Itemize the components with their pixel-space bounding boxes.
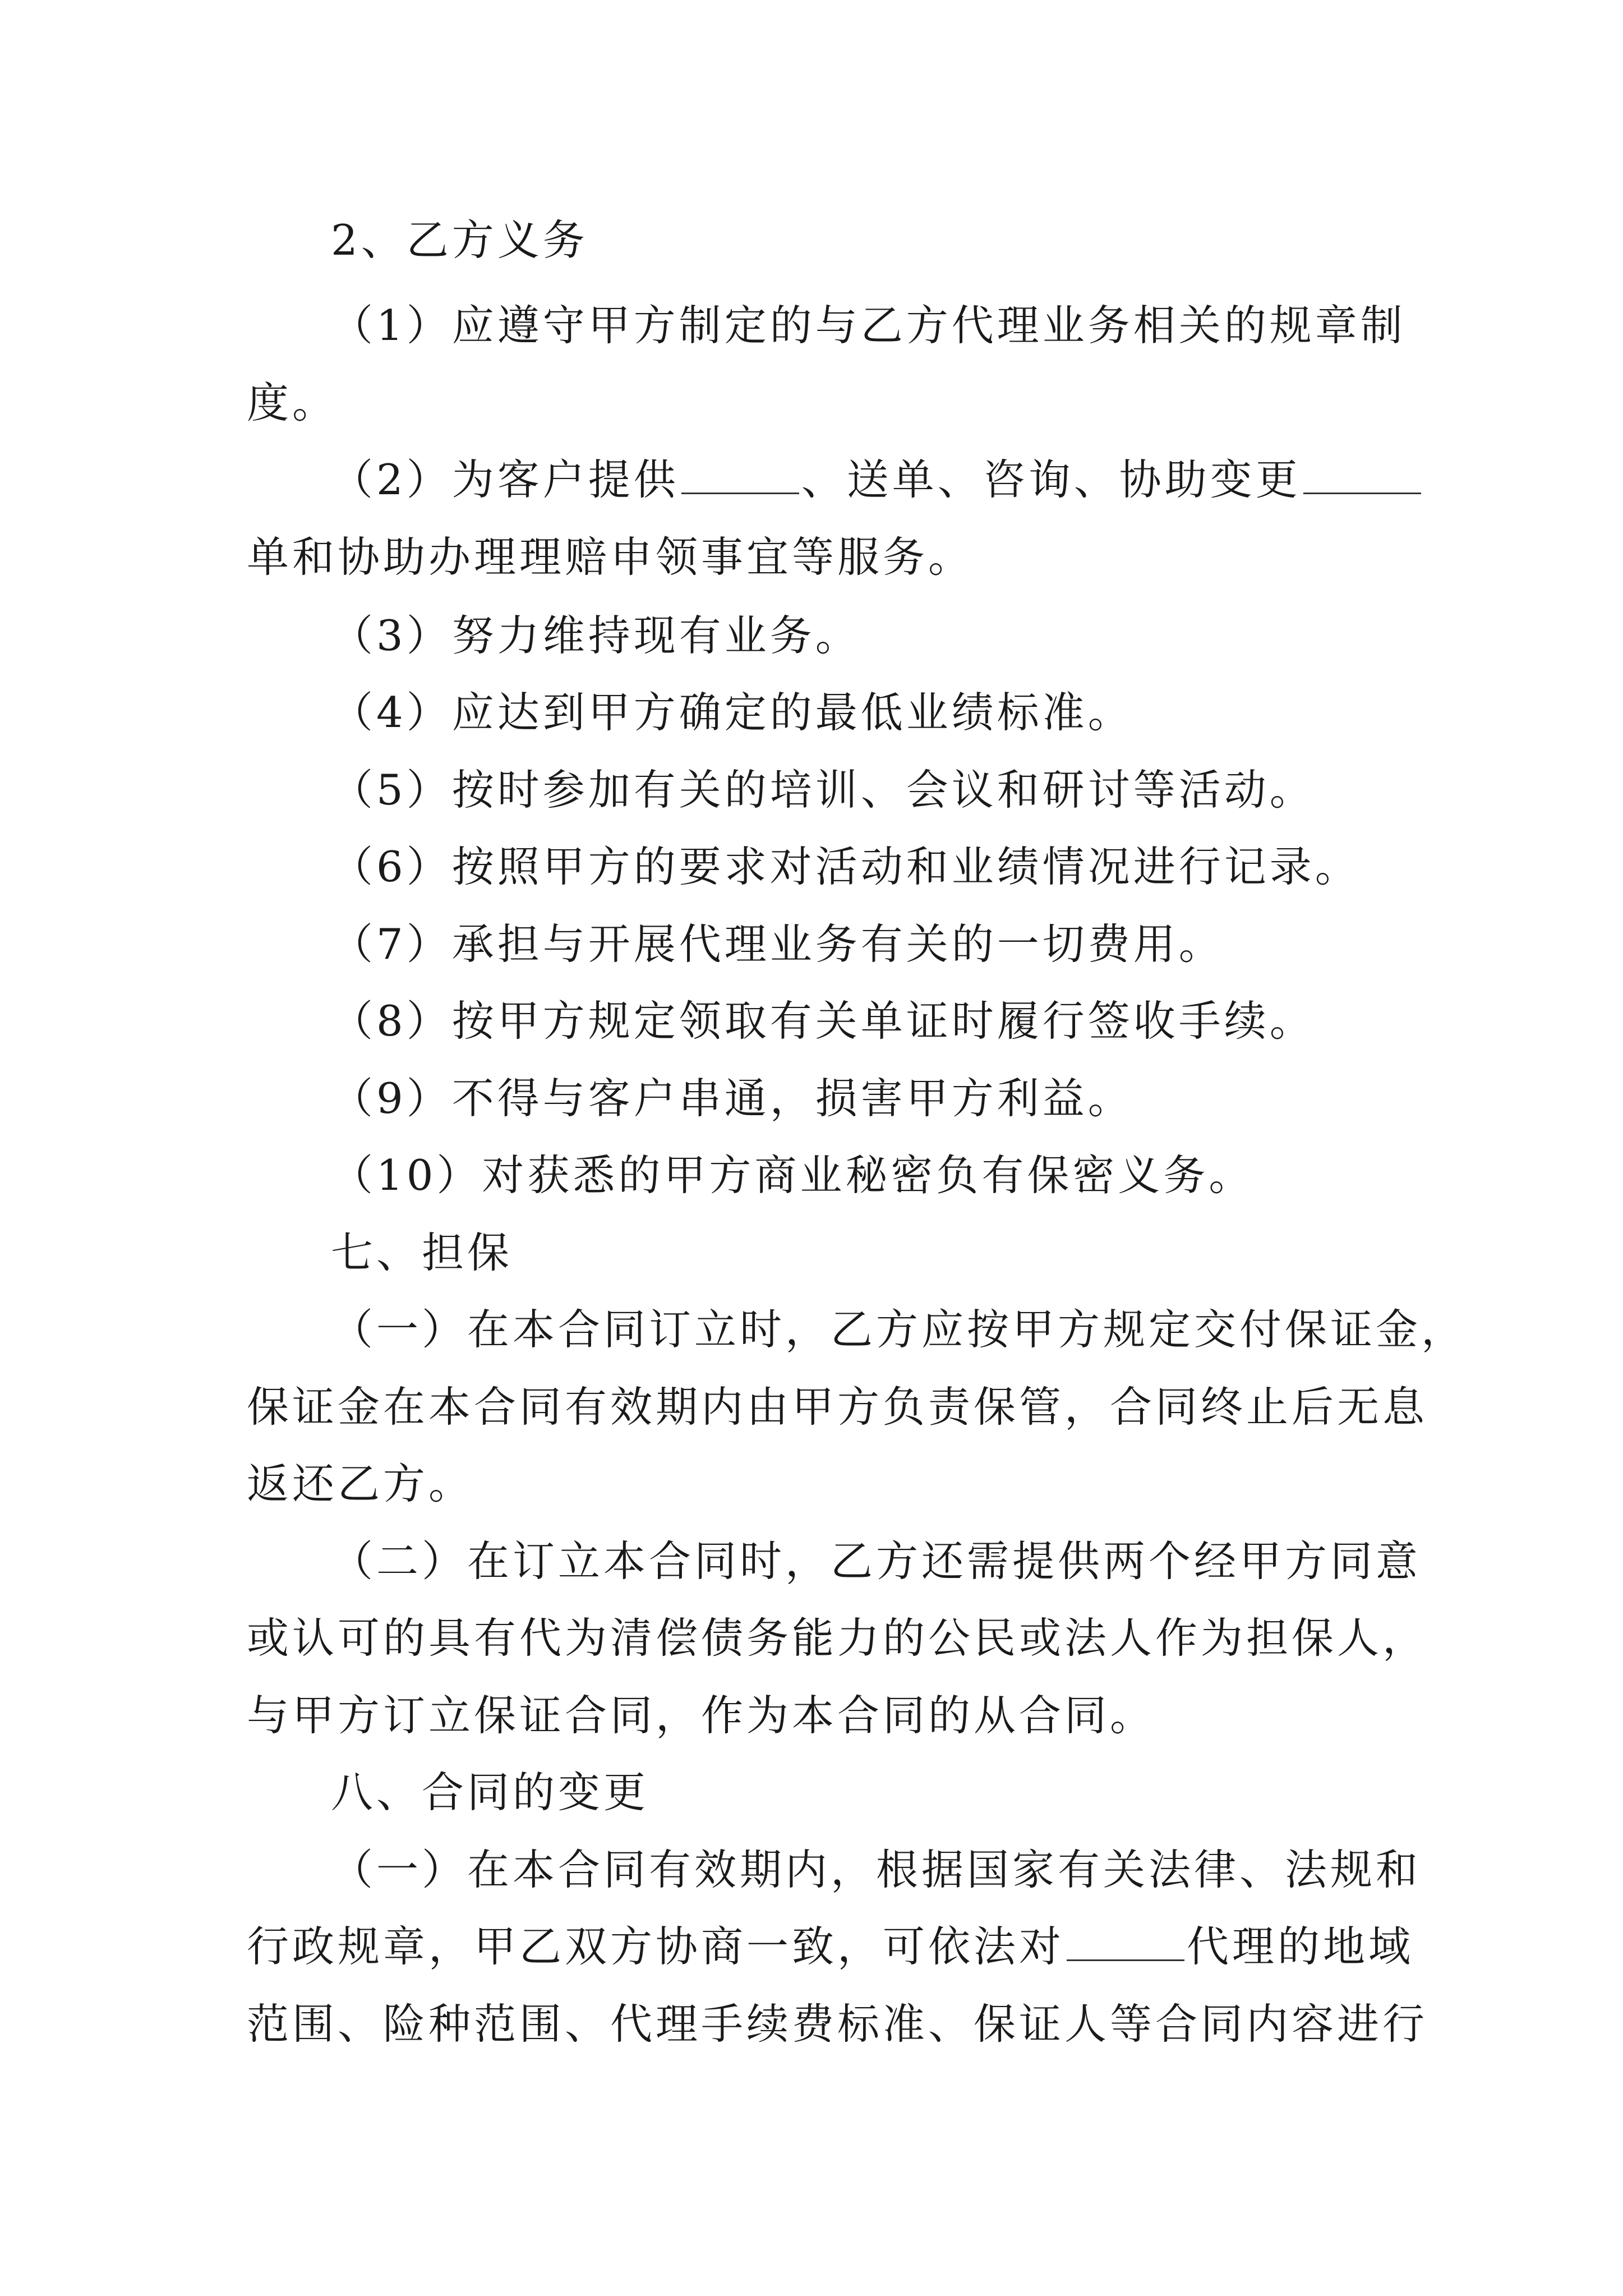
section-heading: 2、乙方义务 <box>331 215 588 265</box>
paragraph-line: 保证金在本合同有效期内由甲方负责保管，合同终止后无息 <box>247 1382 1428 1432</box>
paragraph-line: （3）努力维持现有业务。 <box>331 611 861 660</box>
paragraph-line: （7）承担与开展代理业务有关的一切费用。 <box>331 919 1224 969</box>
paragraph-line: （4）应达到甲方确定的最低业绩标准。 <box>331 688 1133 737</box>
paragraph-line: （二）在订立本合同时，乙方还需提供两个经甲方同意 <box>331 1536 1422 1586</box>
section-heading: 七、担保 <box>331 1228 513 1277</box>
paragraph-line: 返还乙方。 <box>247 1459 474 1508</box>
fill-in-blank[interactable] <box>1067 1920 1184 1961</box>
fill-in-blank[interactable] <box>1303 453 1421 494</box>
paragraph-line: （一）在本合同订立时，乙方应按甲方规定交付保证金， <box>331 1305 1467 1354</box>
paragraph-line: 度。 <box>247 378 338 427</box>
paragraph-line: 范围、险种范围、代理手续费标准、保证人等合同内容进行 <box>247 1999 1428 2049</box>
paragraph-line: 单和协助办理理赔申领事宜等服务。 <box>247 532 974 582</box>
section-heading: 八、合同的变更 <box>331 1768 649 1817</box>
paragraph-line: （10）对获悉的甲方商业秘密负有保密义务。 <box>331 1151 1255 1200</box>
paragraph-line: （5）按时参加有关的培训、会议和研讨等活动。 <box>331 765 1315 815</box>
fill-in-blank[interactable] <box>681 453 799 494</box>
paragraph-line <box>247 1918 1414 1975</box>
paragraph-line: （一）在本合同有效期内，根据国家有关法律、法规和 <box>331 1845 1422 1894</box>
paragraph-line <box>331 452 1464 508</box>
paragraph-line: （8）按甲方规定领取有关单证时履行签收手续。 <box>331 996 1315 1046</box>
paragraph-line: （1）应遵守甲方制定的与乙方代理业务相关的规章制 <box>331 301 1406 350</box>
paragraph-line: 与甲方订立保证合同，作为本合同的从合同。 <box>247 1691 1156 1740</box>
paragraph-line: 或认可的具有代为清偿债务能力的公民或法人作为担保人， <box>247 1613 1428 1663</box>
text-segment: 、送单、咨询、协助变更 <box>801 455 1301 504</box>
text-segment: 代理的地域 <box>1187 1922 1414 1971</box>
paragraph-line: （6）按照甲方的要求对活动和业绩情况进行记录。 <box>331 842 1361 891</box>
paragraph-line: （9）不得与客户串通，损害甲方利益。 <box>331 1074 1133 1123</box>
text-segment: 行政规章，甲乙双方协商一致，可依法对 <box>247 1922 1065 1971</box>
text-segment: （2）为客户提供 <box>331 455 679 504</box>
